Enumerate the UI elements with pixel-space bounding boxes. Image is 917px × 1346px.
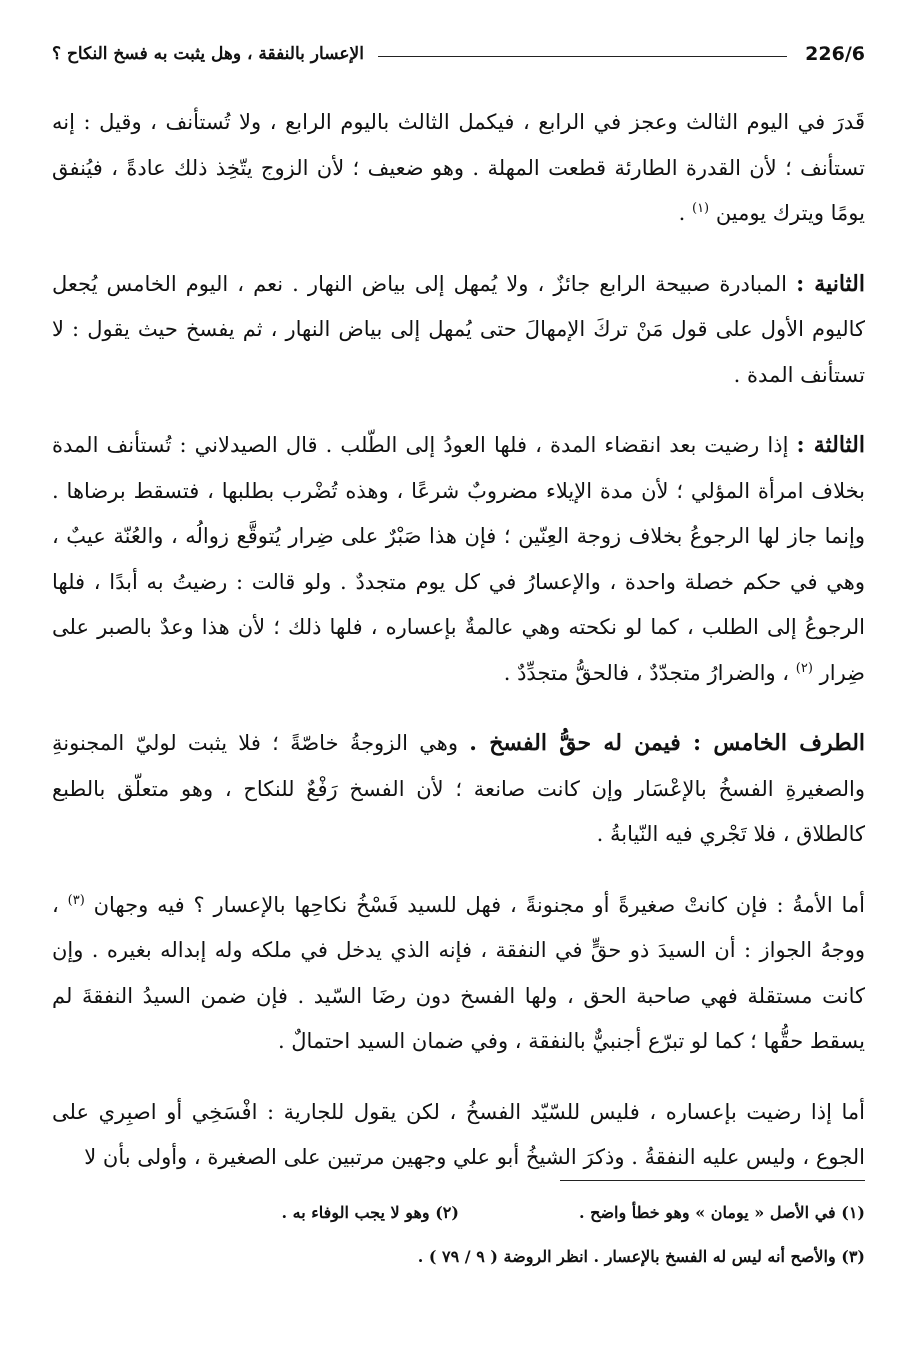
paragraph-fifth-part — [52, 721, 865, 858]
footnote-rule — [560, 1180, 865, 1181]
paragraph-tail: ، والضرارُ متجدّدٌ ، فالحقُّ متجدِّدٌ . — [503, 660, 796, 685]
paragraph-continuation — [52, 100, 865, 237]
paragraph-lead: الثانية : — [796, 270, 865, 297]
paragraph-text: المبادرة صبيحة الرابع جائزٌ ، ولا يُمهل إلى بياض النهار . نعم ، اليوم الخامس يُجعل كاليوم الأول على قول مَنْ تركَ الإمهالَ حتى يُمهل إلى بياض النهار ، ثم يفسخ حيث يقول : لا تستأنف المدة . — [52, 271, 865, 387]
footnote-ref-1: (١) — [691, 201, 710, 216]
paragraph-text: أما الأمةُ : فإن كانتْ صغيرةً أو مجنونةً ، فهل للسيد فَسْخُ نكاحِها بالإعسار ؟ فيه وجهان — [93, 892, 866, 917]
footnote-ref-3: (٣) — [67, 892, 85, 908]
section-heading: الطرف الخامس : فيمن له حقُّ الفسخ . — [469, 730, 866, 756]
paragraph-text: إذا رضيت بعد انقضاء المدة ، فلها العودُ إلى الطّلب . قال الصيدلاني : تُستأنف المدة بخلاف امرأة المؤلي ؛ لأن مدة الإيلاء مضروبٌ شرعًا ، وهذه تُضْرب بطلبها ، فتسقط برضاها . وإنما جاز لها الرجوعُ بخلاف زوجة العِنّين ؛ فإن هذا صَبْرٌ على ضِرار يُتوقَّع زوالُه ، والعُنّة عيبٌ ، وهي في حكم خصلة واحدة ، والإعسارُ في كل يوم متجددٌ . ولو قالت : رضيتُ به أبدًا ، فلها الرجوعُ إلى الطلب ، كما لو نكحته وهي عالمةٌ بإعساره ، فلها ذلك ؛ لأن هذا وعدٌ بالصبر على ضِرار — [52, 433, 865, 685]
paragraph-slave-woman — [52, 883, 865, 1065]
header-rule — [378, 56, 787, 57]
paragraph-second-issue — [52, 262, 865, 399]
footnote-row — [52, 1198, 865, 1228]
page-number: 226/6 — [805, 43, 865, 65]
paragraph-third-issue — [52, 423, 865, 696]
footnote-1: (١) في الأصل « يومان » وهو خطأ واضح . — [578, 1203, 865, 1222]
running-title: الإعسار بالنفقة ، وهل يثبت به فسخ النكاح ؟ — [52, 44, 364, 64]
paragraph-text: أما إذا رضيت بإعساره ، فليس للسّيّد الفسخُ ، لكن يقول للجارية : افْسَخِي أو اصبِري على الجوع ، وليس عليه النفقةُ . وذكرَ الشيخُ أبو علي وجهين مرتبين على الصغيرة ، وأولى بأن لا — [52, 1099, 865, 1169]
footnotes — [52, 1198, 865, 1286]
footnote-2: (٢) وهو لا يجب الوفاء به . — [281, 1203, 459, 1222]
paragraph-text: وهي الزوجةُ خاصّةً ؛ فلا يثبت لوليّ المجنونةِ والصغيرةِ الفسخُ بالإعْسَار وإن كانت صانعة ؛ لأن الفسخ رَفْعٌ للنكاح ، وهو متعلّق بالطبع كالطلاق ، فلا تَجْري فيه النّيابةُ . — [52, 731, 865, 846]
footnote-ref-2: (٢) — [795, 660, 813, 676]
paragraph-tail: ، ووجهُ الجواز : أن السيدَ ذو حقٍّ في النفقة ، فإنه الذي يدخل في ملكه وله إبداله بغيره . وإن كانت مستقلة فهي صاحبة الحق ، ولها الفسخ دون رضَا السّيد . فإن ضمن السيدُ النفقةَ لم يسقط حقُّها ؛ كما لو تبرّع أجنبيٌّ بالنفقة ، وفي ضمان السيد احتمالٌ . — [52, 892, 865, 1053]
running-header — [52, 34, 865, 74]
paragraph-lead: الثالثة : — [796, 432, 865, 458]
footnote-row — [52, 1242, 865, 1272]
paragraph-text: قَدرَ في اليوم الثالث وعجز في الرابع ، فيكمل الثالث باليوم الرابع ، ولا تُستأنف ، وقيل : إنه تستأنف ؛ لأن القدرة الطارئة قطعت المهلة . وهو ضعيف ؛ لأن الزوج يتّخِذ ذلك عادةً ، فيُنفق يومًا ويترك يومين — [52, 110, 865, 225]
footnote-gap — [459, 1198, 579, 1228]
footnote-3: (٣) والأصح أنه ليس له الفسخ بالإعسار . انظر الروضة ( ٩ / ٧٩ ) . — [417, 1247, 865, 1266]
paragraph-consent — [52, 1090, 865, 1181]
paragraph-tail: . — [678, 201, 692, 225]
page-body — [52, 100, 865, 1181]
